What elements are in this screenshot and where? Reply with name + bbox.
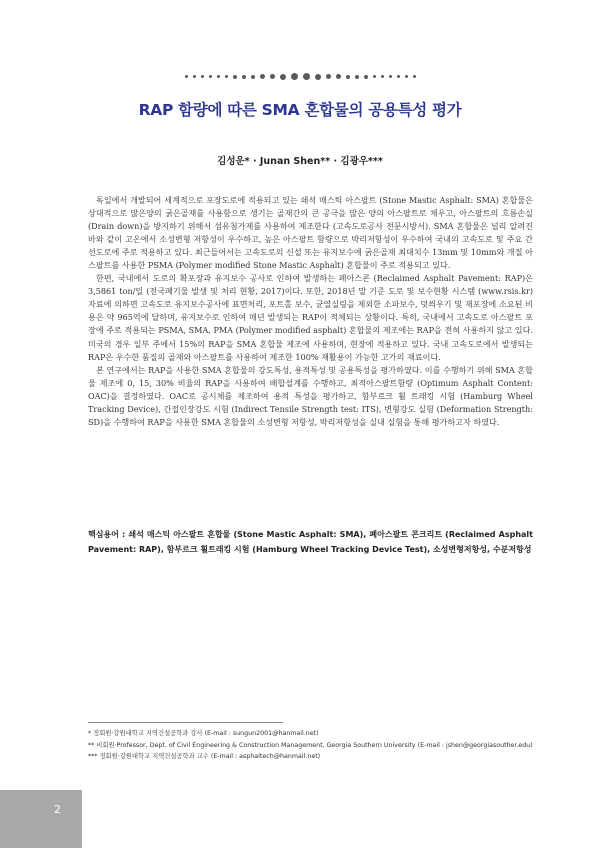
paper-title: RAP 함량에 따른 SMA 혼합물의 공용특성 평가 [138,101,462,119]
decorative-dot [260,74,265,79]
decorative-dot [209,75,212,78]
paragraph-3: 본 연구에서는 RAP을 사용한 SMA 혼합물의 강도특성, 용적특성 및 공용특성을 평가하였다. 이를 수행하기 위해 SMA 혼합물 제조에 0, 15, 30% 비율의 RAP을 사용하여 배합설계를 수행하고, 최적아스팔트함량 (Optimum Asphalt Content: OAC)을 결정하였다. OAC로 공시체를 제조하여 용적 특성을 평가하고, 함부르크 휠 트래킹 시험 (Hamburg Wheel Tracking Device), 간접인장강도 시험 (Indirect Tensile Strength test: ITS), 변형강도 실험 (Deformation Strength: SD)을 수행하여 RAP을 사용한 SMA 혼합물의 소성변형 저항성, 박리저항성을 실내 실험을 통해 평가하고자 하였다. [88,364,533,427]
footnote-divider [88,722,283,723]
decorative-dot [355,75,359,79]
decorative-dot [225,75,228,78]
decorative-dot [291,73,298,80]
decorative-dot [303,73,310,80]
decorative-dot [185,75,188,78]
decorative-dot [373,75,376,78]
decorative-dot [346,75,350,79]
author-line: 김성운* · Junan Shen** · 김광우*** [217,156,383,167]
decorative-dot [251,75,255,79]
footnote-1: * 정회원·강원대학교 지역건설공학과 강사 (E-mail : sungun2001@hanmail.net) [88,730,319,737]
footnote-3: *** 정회원·강원대학교 지역건설공학과 교수 (E-mail : asphaltech@hanmail.net) [88,753,321,760]
decorative-dot [280,74,286,80]
decorative-dot [233,75,237,79]
decorative-dot [389,75,392,78]
decorative-dot [193,75,196,78]
decorative-dot [217,75,220,78]
decorative-dot [413,75,416,78]
footnote-2: ** 비회원·Professor, Dept. of Civil Engineering & Construction Management, Georgia Southern University (E-mail : jshen@georgiasouther.edu) [88,741,533,749]
paragraph-1: 독일에서 개발되어 세계적으로 포장도로에 적용되고 있는 쇄석 매스틱 아스팔트 (Stone Mastic Asphalt: SMA) 혼합물은 상대적으로 많은양의 굵은골재를 사용함으로 생기는 골재간의 큰 공극을 많은 양의 아스팔트로 채우고, 아스팔트의 흐름손실 (Drain down)을 방지하기 위해서 섬유첨가제를 사용하여 제조한다 (고속도로공사 전문시방서). SMA 혼합물은 널리 알려진바와 같이 고온에서 소성변형 저항성이 우수하고, 높은 아스팔트 함량으로 박리저항성이 우수하여 국내의 고속도로 및 주요 간선도로에 주로 적용하고 있다. 최근들어서는 고속도로의 신설 또는 유지보수에 굵은골재 최대치수 13mm 및 10mm와 개질 아스팔트를 사용한 PSMA (Polymer modified Stone Mastic Asphalt) 혼합물이 주로 적용되고 있다. [88,195,533,271]
paragraph-2: 한편, 국내에서 도로의 확포장과 유지보수 공사로 인하여 발생하는 폐아스콘 (Reclaimed Asphalt Pavement: RAP)은 3,5861 ton/일 (전국폐기물 발생 및 처리 현황, 2017)이다. 또한, 2018년 말 기준 도로 및 보수현황 시스템 (www.rsis.kr) 자료에 의하면 고속도로 유지보수공사에 표면처리, 포트홀 보수, 균열실링을 제외한 소파보수, 덧씌우기 및 재포장에 소요된 비용은 약 965억에 달하며, 유지보수로 인하여 매년 발생되는 RAP이 적체되는 상황이다. 특히, 국내에서 고속도로 아스팔트 포장에 주로 적용되는 PSMA, SMA, PMA (Polymer modified asphalt) 혼합물의 제조에는 RAP을 전혀 사용하지 않고 있다. 미국의 경우 일부 주에서 15%의 RAP을 SMA 혼합물 제조에 사용하며, 현장에 적용하고 있다. 국내 고속도로에서 발생되는 RAP은 우수한 품질의 골재와 아스팔트를 사용하여 제조한 100% 재활용이 가능한 고가의 재료이다. [88,273,533,362]
page-number-tab [0,790,82,848]
decorative-dot [242,75,246,79]
decorative-dot [336,74,341,79]
page-number: 2 [54,803,61,816]
decorative-dot [326,74,331,79]
abstract-body [88,194,533,429]
decorative-dot [405,75,408,78]
decorative-dot [381,75,384,78]
decorative-dot [270,74,275,79]
decorative-dot [364,75,368,79]
decorative-dot [201,75,204,78]
decorative-dot [397,75,400,78]
keywords: 핵심용어 : 쇄석 매스틱 아스팔트 혼합물 (Stone Mastic Asphalt: SMA), 폐아스팔트 콘크리트 (Reclaimed Asphalt Pavement: RAP), 함부르크 휠트래킹 시험 (Hamburg Wheel Tracking Device Test), 소성변형저항성, 수분저항성 [88,530,533,554]
decorative-dot-row [0,73,600,80]
decorative-dot [315,74,321,80]
footnotes [88,728,558,763]
